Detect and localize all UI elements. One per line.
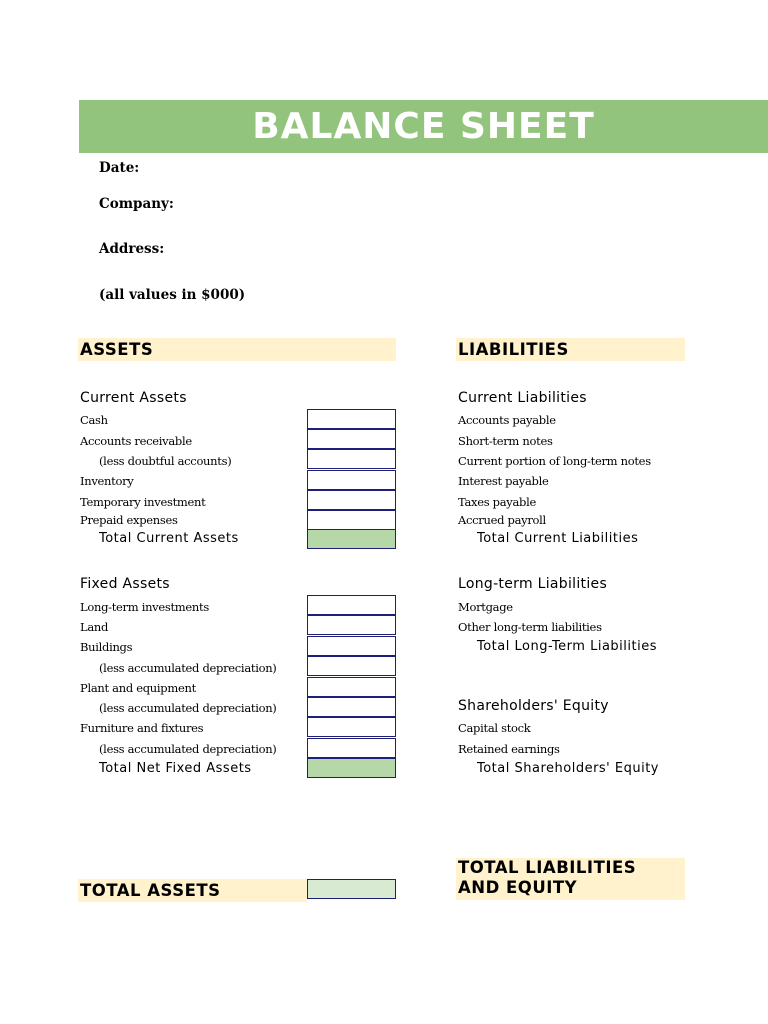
- asset-item-temporary-investment: Temporary investment: [80, 495, 206, 509]
- temporary-investment-value-cell[interactable]: [307, 490, 396, 510]
- liability-item-other-long-term: Other long-term liabilities: [458, 620, 602, 634]
- asset-item-buildings: Buildings: [80, 640, 133, 654]
- plant-equipment-value-cell[interactable]: [307, 677, 396, 697]
- liability-item-interest-payable: Interest payable: [458, 474, 549, 488]
- equity-item-retained-earnings: Retained earnings: [458, 742, 560, 756]
- total-liabilities-line1: TOTAL LIABILITIES: [458, 858, 637, 877]
- asset-item-cash: Cash: [80, 413, 108, 427]
- total-current-assets-cell[interactable]: [307, 529, 396, 549]
- total-net-fixed-assets-label: Total Net Fixed Assets: [99, 761, 252, 776]
- long-term-liabilities-heading: Long-term Liabilities: [458, 576, 608, 592]
- asset-item-accounts-receivable: Accounts receivable: [80, 434, 192, 448]
- long-term-investments-value-cell[interactable]: [307, 595, 396, 615]
- units-note: (all values in $000): [99, 287, 246, 303]
- buildings-depreciation-value-cell[interactable]: [307, 656, 396, 676]
- plant-depreciation-value-cell[interactable]: [307, 697, 396, 717]
- shareholders-equity-heading: Shareholders' Equity: [458, 698, 609, 714]
- asset-item-plant-depreciation: (less accumulated depreciation): [99, 701, 277, 715]
- liability-item-accounts-payable: Accounts payable: [458, 413, 556, 427]
- liability-item-current-portion: Current portion of long-term notes: [458, 454, 651, 468]
- furniture-value-cell[interactable]: [307, 717, 396, 737]
- page-title: BALANCE SHEET: [252, 106, 595, 147]
- equity-item-capital-stock: Capital stock: [458, 721, 531, 735]
- asset-item-buildings-depreciation: (less accumulated depreciation): [99, 661, 277, 675]
- asset-item-prepaid-expenses: Prepaid expenses: [80, 513, 178, 527]
- liability-item-mortgage: Mortgage: [458, 600, 513, 614]
- date-label: Date:: [99, 160, 140, 176]
- total-assets-cell[interactable]: [307, 879, 396, 899]
- land-value-cell[interactable]: [307, 615, 396, 635]
- total-liabilities-line2: AND EQUITY: [458, 878, 578, 897]
- title-banner: [79, 100, 768, 153]
- total-net-fixed-assets-cell[interactable]: [307, 758, 396, 778]
- doubtful-accounts-value-cell[interactable]: [307, 449, 396, 469]
- furniture-depreciation-value-cell[interactable]: [307, 738, 396, 758]
- inventory-value-cell[interactable]: [307, 470, 396, 490]
- current-liabilities-heading: Current Liabilities: [458, 390, 587, 406]
- total-current-liabilities-label: Total Current Liabilities: [477, 531, 639, 546]
- asset-item-furniture-depreciation: (less accumulated depreciation): [99, 742, 277, 756]
- asset-item-furniture-fixtures: Furniture and fixtures: [80, 721, 204, 735]
- liabilities-heading: LIABILITIES: [456, 338, 685, 361]
- liability-item-accrued-payroll: Accrued payroll: [458, 513, 546, 527]
- total-assets-label: TOTAL ASSETS: [78, 879, 307, 902]
- current-assets-heading: Current Assets: [80, 390, 187, 406]
- address-label: Address:: [99, 241, 165, 257]
- liability-item-short-term-notes: Short-term notes: [458, 434, 553, 448]
- prepaid-expenses-value-cell[interactable]: [307, 510, 396, 530]
- total-long-term-liabilities-label: Total Long-Term Liabilities: [477, 639, 657, 654]
- buildings-value-cell[interactable]: [307, 636, 396, 656]
- total-current-assets-label: Total Current Assets: [99, 531, 239, 546]
- company-label: Company:: [99, 196, 174, 212]
- cash-value-cell[interactable]: [307, 409, 396, 429]
- accounts-receivable-value-cell[interactable]: [307, 429, 396, 449]
- total-liabilities-equity-block: [456, 858, 685, 900]
- asset-item-less-doubtful: (less doubtful accounts): [99, 454, 232, 468]
- asset-item-land: Land: [80, 620, 109, 634]
- fixed-assets-heading: Fixed Assets: [80, 576, 170, 592]
- asset-item-inventory: Inventory: [80, 474, 134, 488]
- liability-item-taxes-payable: Taxes payable: [458, 495, 536, 509]
- assets-heading: ASSETS: [78, 338, 396, 361]
- asset-item-long-term-investments: Long-term investments: [80, 600, 209, 614]
- total-shareholders-equity-label: Total Shareholders' Equity: [477, 761, 659, 776]
- asset-item-plant-equipment: Plant and equipment: [80, 681, 196, 695]
